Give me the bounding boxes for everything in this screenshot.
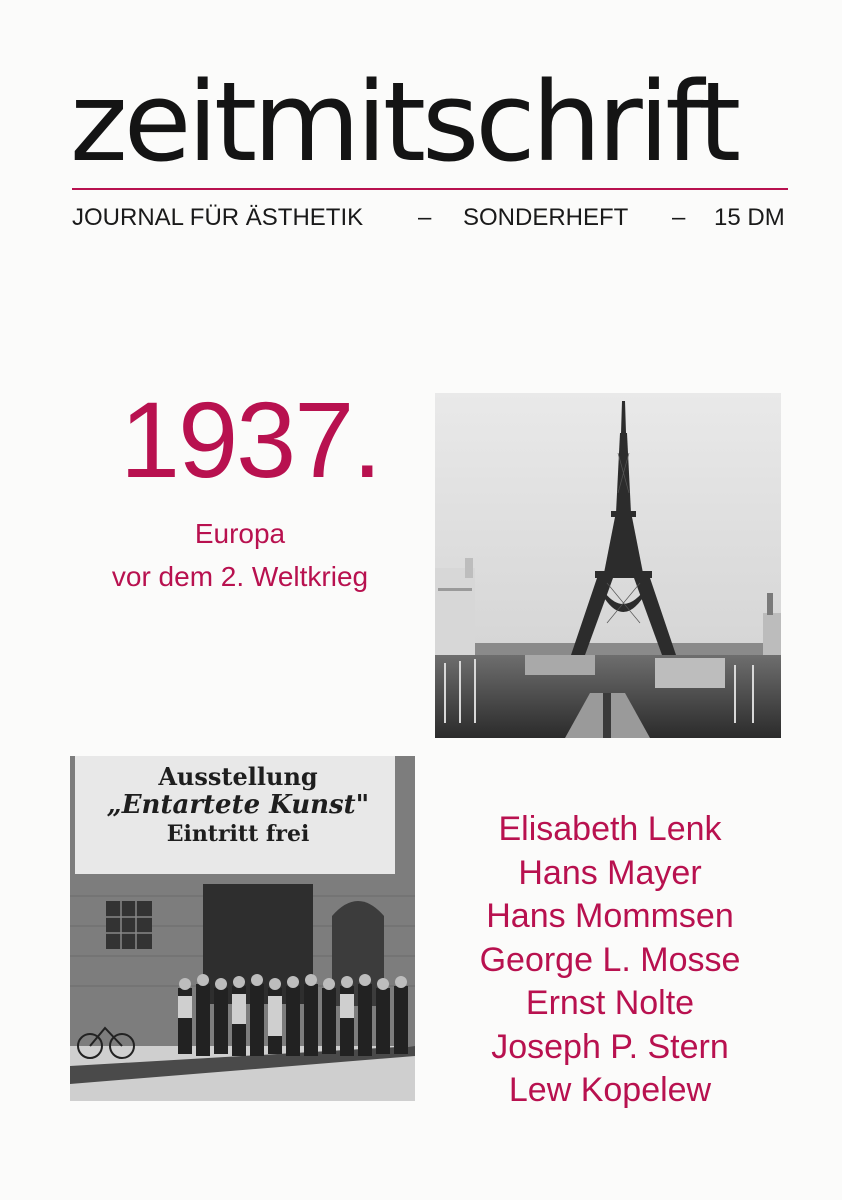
banner-line-2: „Entartete Kunst"	[106, 790, 370, 820]
author-name: Elisabeth Lenk	[498, 810, 722, 848]
feature-topic-line2: vor dem 2. Weltkrieg	[111, 561, 369, 592]
subtitle-dash: –	[418, 204, 432, 231]
exhibition-banner	[84, 762, 392, 849]
price-label: 15 DM	[714, 204, 785, 231]
masthead-rule	[72, 188, 788, 190]
author-name: Hans Mommsen	[486, 897, 734, 935]
eiffel-tower-photo	[435, 393, 781, 738]
exhibition-entrance-photo	[70, 756, 415, 1101]
banner-line-3: Eintritt frei	[166, 821, 310, 847]
feature-topic-line1: Europa	[194, 518, 286, 549]
journal-subtitle: JOURNAL FÜR ÄSTHETIK	[72, 204, 364, 231]
author-name: Joseph P. Stern	[491, 1027, 729, 1066]
subtitle-dash: –	[672, 204, 686, 231]
author-name: Hans Mayer	[518, 853, 702, 892]
author-name: George L. Mosse	[479, 940, 741, 979]
edition-label: SONDERHEFT	[463, 204, 629, 231]
author-name: Ernst Nolte	[525, 984, 695, 1022]
banner-line-1: Ausstellung	[158, 762, 318, 791]
author-name: Lew Kopelew	[508, 1071, 712, 1109]
author-list	[455, 808, 765, 1113]
feature-year: 1937.	[120, 379, 381, 500]
masthead-title: zeitmitschrift	[70, 58, 738, 186]
